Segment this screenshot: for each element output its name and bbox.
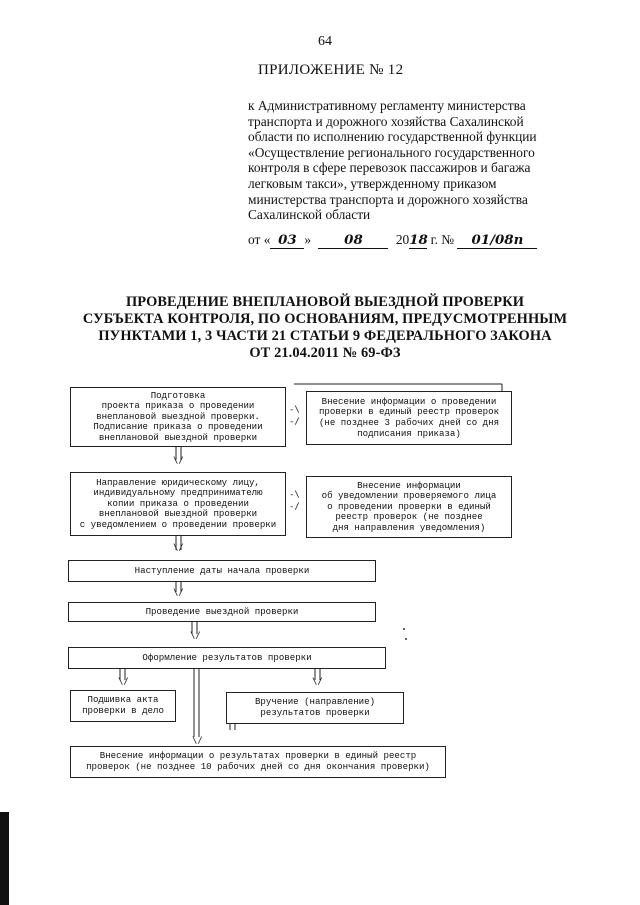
flow-box-file-act — [70, 690, 176, 722]
flow-box-text: внеплановой выездной проверки. — [96, 410, 260, 422]
flow-box-text: Подшивка акта — [87, 694, 159, 706]
flow-box-text: Подписание приказа о проведении — [93, 421, 263, 433]
flow-box-text: Проведение выездной проверки — [145, 605, 299, 617]
arrow-down-icon: \/ — [173, 543, 184, 553]
flow-box-text: с уведомлением о проведении проверки — [79, 518, 277, 530]
arrow-down-icon: \/ — [192, 736, 203, 746]
arrow-right-icon: -\ — [289, 490, 300, 500]
flow-box-results — [68, 647, 386, 669]
approval-number: 01/08п — [457, 232, 537, 249]
approval-year-end: г. № — [427, 232, 458, 247]
appendix-line: области по исполнению государственной функции — [248, 129, 537, 145]
flow-box-deliver-results — [226, 692, 404, 724]
flow-box-prepare-order — [70, 387, 286, 447]
scan-speck — [403, 628, 405, 630]
appendix-line: легковым такси», утвержденному приказом — [248, 175, 497, 191]
flow-box-text: результатов проверки — [260, 707, 370, 718]
flow-box-text: реестр проверок (не позднее — [335, 511, 483, 523]
flow-box-text: подписания приказа) — [357, 427, 461, 439]
appendix-line: контроля в сфере перевозок пассажиров и багажа — [248, 160, 531, 176]
flow-box-conduct-inspection — [68, 602, 376, 622]
flow-box-text: проверок (не позднее 10 рабочих дней со дня окончания проверки) — [86, 761, 430, 772]
approval-day: 03 — [270, 232, 304, 249]
main-title-line: ПРОВЕДЕНИЕ ВНЕПЛАНОВОЙ ВЫЕЗДНОЙ ПРОВЕРКИ — [125, 294, 525, 310]
flow-box-text: об уведомлении проверяемого лица — [321, 490, 497, 502]
flow-box-text: проверки в единый реестр проверок — [318, 406, 500, 418]
approval-prefix: от « — [248, 232, 271, 247]
flow-box-text: внеплановой выездной проверки — [98, 431, 258, 443]
appendix-line: министерства транспорта и дорожного хозяйства — [248, 191, 528, 207]
flow-box-text: Внесение информации о результатах проверки в единый реестр — [99, 750, 417, 762]
appendix-line: транспорта и дорожного хозяйства Сахалинской — [248, 113, 524, 129]
flow-box-text: Оформление результатов проверки — [142, 651, 312, 663]
arrow-down-icon: \/ — [312, 677, 323, 687]
flow-box-text: о проведении проверки в единый — [327, 500, 491, 512]
flow-box-text: внеплановой выездной проверки — [98, 508, 258, 520]
flow-box-text: дня направления уведомления) — [332, 521, 486, 533]
scan-speck — [405, 638, 407, 640]
arrow-right-icon: -/ — [289, 417, 300, 427]
page-number: 64 — [318, 34, 332, 49]
arrow-down-icon: \/ — [173, 588, 184, 598]
flow-box-text: Наступление даты начала проверки — [134, 564, 310, 576]
arrow-right-icon: -/ — [289, 502, 300, 512]
approval-year: 18 — [409, 232, 428, 248]
flow-box-text: копии приказа о проведении — [107, 497, 249, 509]
flow-box-text: Направление юридическому лицу, — [96, 476, 260, 488]
arrow-down-icon: \/ — [173, 456, 184, 466]
approval-month: 08 — [318, 232, 388, 249]
flow-box-text: Подготовка — [150, 389, 206, 401]
flow-box-results-register — [70, 746, 446, 778]
appendix-line: к Административному регламенту министерства — [248, 98, 526, 113]
flow-box-send-copy — [70, 472, 286, 536]
arrow-right-icon: -\ — [289, 405, 300, 415]
main-title-line: ОТ 21.04.2011 № 69-ФЗ — [249, 345, 401, 361]
approval-year-prefix: 20 — [395, 232, 410, 247]
main-title-line: СУБЪЕКТА КОНТРОЛЯ, ПО ОСНОВАНИЯМ, ПРЕДУСМОТРЕННЫМ — [82, 311, 568, 327]
approval-quote: » — [304, 232, 312, 247]
arrow-down-icon: \/ — [190, 631, 201, 641]
arrow-down-icon: \/ — [118, 677, 129, 687]
scan-margin-bar — [0, 812, 9, 905]
flow-box-text: проекта приказа о проведении — [101, 400, 255, 412]
appendix-line: Сахалинской области — [248, 207, 371, 223]
flow-box-text: Внесение информации — [357, 479, 461, 491]
appendix-title: ПРИЛОЖЕНИЕ № 12 — [258, 62, 404, 78]
flow-box-text: Вручение (направление) — [254, 696, 376, 708]
flow-box-notify-register — [306, 476, 512, 538]
main-title-line: ПУНКТАМИ 1, 3 ЧАСТИ 21 СТАТЬИ 9 ФЕДЕРАЛЬНОГО ЗАКОНА — [98, 328, 552, 344]
flow-box-register-entry — [306, 391, 512, 445]
appendix-line: «Осуществление регионального государственного — [248, 144, 535, 160]
flow-box-text: индивидуальному предпринимателю — [93, 487, 263, 499]
flow-box-text: Внесение информации о проведении — [321, 395, 497, 407]
flow-box-text: (не позднее 3 рабочих дней со дня — [318, 417, 500, 428]
flow-box-text: проверки в дело — [82, 705, 164, 716]
flow-box-start-date — [68, 560, 376, 582]
